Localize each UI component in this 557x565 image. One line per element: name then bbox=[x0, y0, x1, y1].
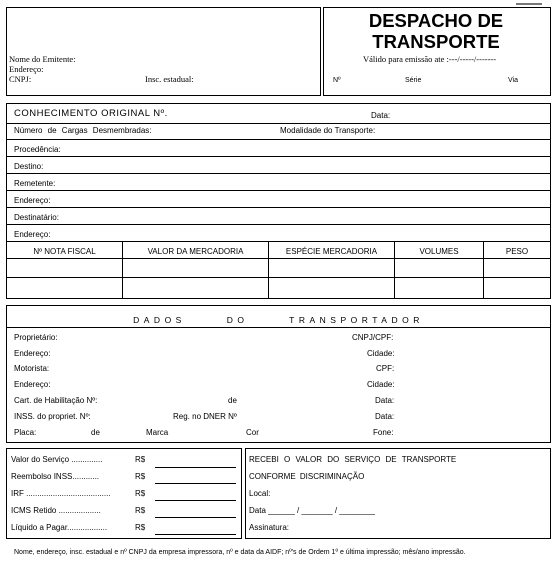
col-nota-fiscal: Nº NOTA FISCAL bbox=[33, 247, 96, 256]
row-line bbox=[7, 173, 550, 174]
emitente-insc-label: Insc. estadual: bbox=[145, 74, 194, 84]
row-line bbox=[7, 139, 550, 140]
recibo-local-label: Local: bbox=[249, 489, 271, 498]
serie-label: Série bbox=[405, 77, 422, 84]
cor-label: Cor bbox=[246, 428, 259, 437]
remetente-label: Remetente: bbox=[14, 179, 56, 188]
inss-label: INSS. do propriet. Nº: bbox=[14, 412, 91, 421]
conhecimento-original-label: CONHECIMENTO ORIGINAL Nº. bbox=[14, 108, 168, 119]
document-title-line2: TRANSPORTE bbox=[372, 31, 500, 52]
col-line bbox=[394, 241, 395, 298]
cpf-label: CPF: bbox=[376, 364, 395, 373]
icms-retido-label: ICMS Retido ................... bbox=[11, 506, 101, 515]
row-line bbox=[7, 156, 550, 157]
irf-label: IRF ...................................... bbox=[11, 489, 111, 498]
emitente-endereco-label: Endereço: bbox=[9, 64, 44, 74]
marca-label: Marca bbox=[146, 428, 169, 437]
row-line bbox=[7, 123, 550, 124]
col-line bbox=[483, 241, 484, 298]
transportador-title: DADOS DO TRANSPORTADOR bbox=[133, 315, 424, 325]
dner-label: Reg. no DNER Nº bbox=[173, 412, 237, 421]
via-label: Via bbox=[508, 77, 518, 84]
cnpj-cpf-label: CNPJ/CPF: bbox=[352, 333, 394, 342]
col-volumes: VOLUMES bbox=[419, 247, 459, 256]
row-line bbox=[7, 327, 550, 328]
irf-currency: R$ bbox=[135, 489, 146, 498]
row-line bbox=[7, 241, 550, 242]
recibo-line2: CONFORME DISCRIMINAÇÃO bbox=[249, 472, 365, 481]
col-line bbox=[122, 241, 123, 298]
recibo-line1: RECEBI O VALOR DO SERVIÇO DE TRANSPORTE bbox=[249, 455, 457, 464]
recibo-data-label: Data ______ / _______ / ________ bbox=[249, 506, 375, 515]
valor-servico-line bbox=[155, 467, 236, 468]
irf-line bbox=[155, 500, 236, 501]
col-peso: PESO bbox=[505, 247, 529, 256]
cargas-label: Número de Cargas Desmembradas: bbox=[14, 126, 152, 135]
destinatario-endereco-label: Endereço: bbox=[14, 230, 51, 239]
habilitacao-de-label: de bbox=[228, 396, 237, 405]
destino-label: Destino: bbox=[14, 162, 44, 171]
row-line bbox=[7, 258, 550, 259]
cidade1-label: Cidade: bbox=[367, 349, 395, 358]
row-line bbox=[7, 224, 550, 225]
row-line bbox=[7, 207, 550, 208]
fone-label: Fone: bbox=[373, 428, 394, 437]
row-line bbox=[7, 190, 550, 191]
valor-servico-currency: R$ bbox=[135, 455, 146, 464]
conhecimento-data-label: Data: bbox=[371, 111, 391, 120]
recibo-assinatura-label: Assinatura: bbox=[249, 523, 290, 532]
liquido-pagar-currency: R$ bbox=[135, 523, 146, 532]
data1-label: Data: bbox=[375, 396, 395, 405]
habilitacao-label: Cart. de Habilitação Nº: bbox=[14, 396, 98, 405]
reembolso-inss-line bbox=[155, 483, 236, 484]
validade-text: Válido para emissão ate :---/-----/------- bbox=[363, 54, 497, 64]
procedencia-label: Procedência: bbox=[14, 145, 61, 154]
footer-note: Nome, endereço, insc. estadual e nº CNPJ da empresa impressora, nº e data da AIDF; nº's de Ordem 1º e última impressão; mês/ano impressão. bbox=[14, 549, 466, 556]
reembolso-inss-label: Reembolso INSS............ bbox=[11, 472, 100, 481]
placa-de-label: de bbox=[91, 428, 100, 437]
col-line bbox=[268, 241, 269, 298]
title-top-mark bbox=[516, 3, 542, 5]
remetente-endereco-label: Endereço: bbox=[14, 196, 51, 205]
col-valor-mercadoria: VALOR DA MERCADORIA bbox=[147, 247, 244, 256]
document-title-line1: DESPACHO DE bbox=[368, 10, 504, 31]
transp-endereco2-label: Endereço: bbox=[14, 380, 51, 389]
icms-retido-currency: R$ bbox=[135, 506, 146, 515]
emitente-cnpj-label: CNPJ: bbox=[9, 74, 32, 84]
transportador-box bbox=[6, 305, 551, 443]
destinatario-label: Destinatário: bbox=[14, 213, 59, 222]
cidade2-label: Cidade: bbox=[367, 380, 395, 389]
modalidade-label: Modalidade do Transporte: bbox=[280, 126, 376, 135]
transp-endereco1-label: Endereço: bbox=[14, 349, 51, 358]
motorista-label: Motorista: bbox=[14, 364, 50, 373]
numero-label: Nº bbox=[333, 77, 341, 84]
liquido-pagar-line bbox=[155, 534, 236, 535]
placa-label: Placa: bbox=[14, 428, 37, 437]
col-especie-mercadoria: ESPÉCIE MERCADORIA bbox=[285, 247, 378, 256]
data2-label: Data: bbox=[375, 412, 395, 421]
icms-retido-line bbox=[155, 517, 236, 518]
proprietario-label: Proprietário: bbox=[14, 333, 58, 342]
valor-servico-label: Valor do Serviço .............. bbox=[11, 455, 103, 464]
row-line bbox=[7, 277, 550, 278]
emitente-label: Nome do Emitente: bbox=[9, 54, 76, 64]
liquido-pagar-label: Líquido a Pagar.................. bbox=[11, 523, 108, 532]
reembolso-inss-currency: R$ bbox=[135, 472, 146, 481]
